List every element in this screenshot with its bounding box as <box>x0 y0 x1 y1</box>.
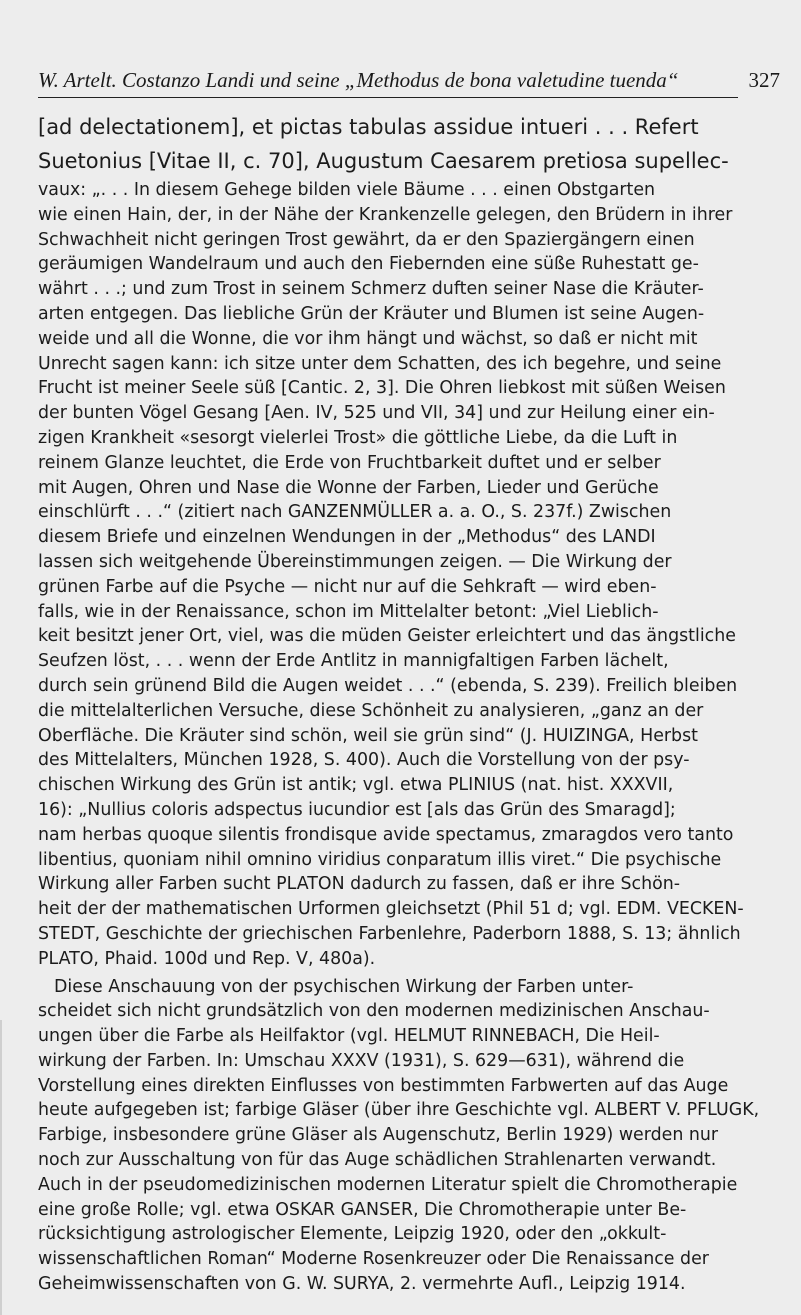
page-header <box>38 68 780 96</box>
text-line: Seufzen löst, . . . wenn der Erde Antlitz in mannigfaltigen Farben lächelt, <box>38 651 669 672</box>
header-rule <box>38 97 738 98</box>
text-line: Wirkung aller Farben sucht PLATON dadurch zu fassen, daß er ihre Schön- <box>38 874 681 895</box>
running-title: W. Artelt. Costanzo Landi und seine „Methodus de bona valetudine tuenda“ <box>38 68 679 92</box>
text-line: vaux: „. . . In diesem Gehege bilden viele Bäume . . . einen Obstgarten <box>38 180 656 200</box>
text-line: Farbige, insbesondere grüne Gläser als Augenschutz, Berlin 1929) werden nur <box>38 1125 719 1146</box>
text-line: STEDT, Geschichte der griechischen Farbenlehre, Paderborn 1888, S. 13; ähnlich <box>38 923 741 944</box>
text-line: scheidet sich nicht grundsätzlich von den modernen medizinischen Anschau- <box>38 1001 710 1022</box>
text-line: des Mittelalters, München 1928, S. 400). Auch die Vorstellung von der psy- <box>38 750 690 771</box>
text-line: Geheimwissenschaften von G. W. SURYA, 2. vermehrte Aufl., Leipzig 1914. <box>38 1274 686 1295</box>
text-line: PLATO, Phaid. 100d und Rep. V, 480a). <box>38 948 376 969</box>
text-line: nam herbas quoque silentis frondisque avide spectamus, zmaragdos vero tanto <box>38 824 734 845</box>
text-line: grünen Farbe auf die Psyche — nicht nur auf die Sehkraft — wird eben- <box>38 576 657 597</box>
text-line: einschlürft . . .“ (zitiert nach GANZENMÜLLER a. a. O., S. 237f.) Zwischen <box>38 502 672 523</box>
text-line: heit der der mathematischen Urformen gleichsetzt (Phil 51 d; vgl. EDM. VECKEN- <box>38 899 744 920</box>
body-text <box>38 110 780 1297</box>
text-line: keit besitzt jener Ort, viel, was die müden Geister erleichtert und das ängstliche <box>38 626 736 647</box>
text-line: währt . . .; und zum Trost in seinem Schmerz duften seiner Nase die Kräuter- <box>38 279 704 300</box>
paragraph-2 <box>38 975 780 1297</box>
page-number: 327 <box>748 68 780 92</box>
intro-text <box>38 110 780 178</box>
text-line: Suetonius [Vitae II, c. 70], Augustum Caesarem pretiosa supellec- <box>38 149 729 173</box>
text-line: libentius, quoniam nihil omnino viridius conparatum illis viret.“ Die psychische <box>38 849 722 870</box>
text-line: durch sein grünend Bild die Augen weidet . . .“ (ebenda, S. 239). Freilich bleiben <box>38 675 738 696</box>
text-line: diesem Briefe und einzelnen Wendungen in der „Methodus“ des LANDI <box>38 527 656 548</box>
text-line: wissenschaftlichen Roman“ Moderne Rosenkreuzer oder Die Renaissance der <box>38 1249 709 1270</box>
text-line: 16): „Nullius coloris adspectus iucundior est [als das Grün des Smaragd]; <box>38 799 676 820</box>
text-line: eine große Rolle; vgl. etwa OSKAR GANSER, Die Chromotherapie unter Be- <box>38 1199 687 1220</box>
text-line: Oberfläche. Die Kräuter sind schön, weil sie grün sind“ (J. HUIZINGA, Herbst <box>38 725 698 746</box>
text-line: Auch in der pseudomedizinischen modernen Literatur spielt die Chromotherapie <box>38 1174 738 1195</box>
text-line: reinem Glanze leuchtet, die Erde von Fruchtbarkeit duftet und er selber <box>38 452 661 473</box>
text-line: geräumigen Wandelraum und auch den Fiebernden eine süße Ruhestatt ge- <box>38 254 699 275</box>
text-line: Unrecht sagen kann: ich sitze unter dem Schatten, des ich begehre, und seine <box>38 353 722 374</box>
text-line: wie einen Hain, der, in der Nähe der Krankenzelle gelegen, den Brüdern in ihrer <box>38 204 733 225</box>
text-line: Vorstellung eines direkten Einflusses von bestimmten Farbwerten auf das Auge <box>38 1075 729 1096</box>
text-line: wirkung der Farben. In: Umschau XXXV (1931), S. 629—631), während die <box>38 1050 685 1071</box>
text-line: weide und all die Wonne, die vor ihm hängt und wächst, so daß er nicht mit <box>38 328 698 349</box>
text-line: Frucht ist meiner Seele süß [Cantic. 2, 3]. Die Ohren liebkost mit süßen Weisen <box>38 378 726 399</box>
text-line: arten entgegen. Das liebliche Grün der Kräuter und Blumen ist seine Augen- <box>38 303 705 324</box>
text-line: falls, wie in der Renaissance, schon im Mittelalter betont: „Viel Lieblich- <box>38 601 659 622</box>
text-line: ungen über die Farbe als Heilfaktor (vgl. HELMUT RINNEBACH, Die Heil- <box>38 1026 660 1047</box>
text-line: [ad delectationem], et pictas tabulas assidue intueri . . . Refert <box>38 115 699 139</box>
text-line: die mittelalterlichen Versuche, diese Schönheit zu analysieren, „ganz an der <box>38 700 704 721</box>
text-line: heute aufgegeben ist; farbige Gläser (über ihre Geschichte vgl. ALBERT V. PFLUGK, <box>38 1100 760 1121</box>
text-line: rücksichtigung astrologischer Elemente, Leipzig 1920, oder den „okkult- <box>38 1224 667 1245</box>
text-line: lassen sich weitgehende Übereinstimmungen zeigen. — Die Wirkung der <box>38 551 672 572</box>
text-line: Diese Anschauung von der psychischen Wirkung der Farben unter- <box>54 976 634 997</box>
paragraph-1 <box>38 178 780 972</box>
text-line: noch zur Ausschaltung von für das Auge schädlichen Strahlenarten verwandt. <box>38 1150 717 1171</box>
text-line: Schwachheit nicht geringen Trost gewährt, da er den Spaziergängern einen <box>38 229 695 250</box>
text-line: chischen Wirkung des Grün ist antik; vgl. etwa PLINIUS (nat. hist. XXXVII, <box>38 775 674 796</box>
page-edge-shadow <box>0 1020 2 1315</box>
text-line: mit Augen, Ohren und Nase die Wonne der Farben, Lieder und Gerüche <box>38 477 659 498</box>
text-line: zigen Krankheit «sesorgt vielerlei Trost» die göttliche Liebe, da die Luft in <box>38 427 678 448</box>
text-line: der bunten Vögel Gesang [Aen. IV, 525 und VII, 34] und zur Heilung einer ein- <box>38 403 715 424</box>
